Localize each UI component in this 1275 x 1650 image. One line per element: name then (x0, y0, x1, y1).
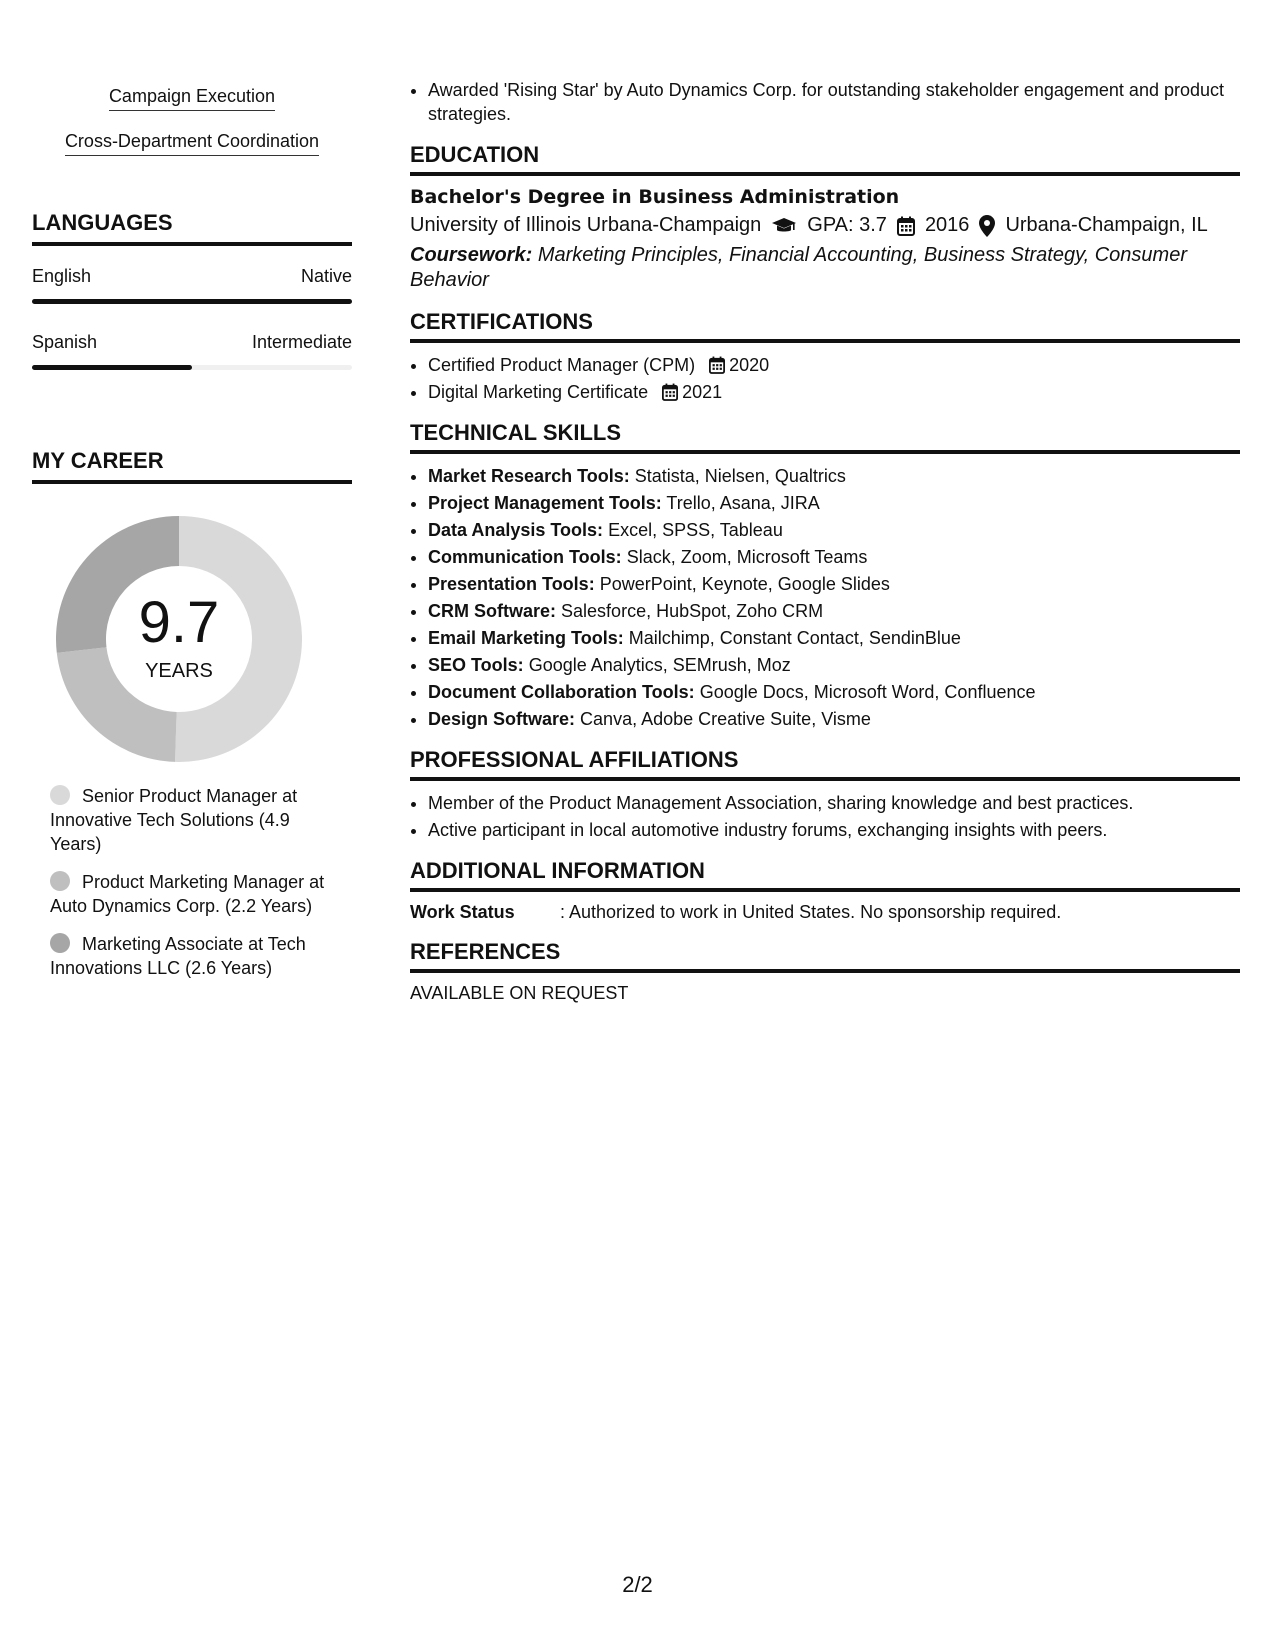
education-entry (410, 186, 1240, 293)
coursework (410, 243, 1240, 293)
skill-tag: Campaign Execution (109, 86, 275, 111)
affiliations-list (410, 791, 1240, 842)
skill-value: PowerPoint, Keynote, Google Slides (599, 574, 890, 594)
graduation-cap-icon (771, 217, 797, 235)
language-level: Native (300, 266, 352, 286)
skill-value: Canva, Adobe Creative Suite, Visme (580, 709, 871, 729)
languages-heading: LANGUAGES (32, 210, 352, 246)
language-name: English (32, 266, 92, 286)
school-location: Urbana-Champaign, IL (1005, 214, 1208, 236)
certification-item (428, 353, 1240, 377)
legend-label: Product Marketing Manager at Auto Dynamics Corp. (2.2 Years) (50, 872, 325, 916)
languages-section (32, 210, 352, 370)
skill-tags (32, 86, 352, 176)
skill-item (428, 599, 1240, 623)
career-heading: MY CAREER (32, 448, 352, 484)
degree-title: Bachelor's Degree in Business Administration (410, 186, 900, 208)
language-bar-track (32, 365, 352, 370)
skill-label: Presentation Tools: (428, 574, 595, 594)
page-number: 2/2 (622, 1572, 653, 1597)
calendar-icon (897, 216, 915, 236)
legend-label: Marketing Associate at Tech Innovations LLC (2.6 Years) (50, 934, 306, 978)
career-total-value: 9.7 (138, 590, 220, 655)
certification-year: 2021 (682, 382, 723, 402)
award-item: • Awarded 'Rising Star' by Auto Dynamics Corp. for outstanding stakeholder engagement and product strategies. (428, 78, 1240, 126)
legend-label: Senior Product Manager at Innovative Tech Solutions (4.9 Years) (50, 786, 298, 854)
skill-value: Slack, Zoom, Microsoft Teams (626, 547, 868, 567)
gpa: GPA: 3.7 (807, 214, 887, 236)
graduation-year: 2016 (924, 214, 970, 236)
location-pin-icon (979, 215, 995, 237)
skill-value: Google Docs, Microsoft Word, Confluence (699, 682, 1036, 702)
skill-item (428, 653, 1240, 677)
legend-dot (50, 933, 70, 953)
skill-label: Design Software: (428, 709, 576, 729)
education-meta (410, 214, 1240, 237)
language-level: Intermediate (251, 332, 352, 352)
additional-info-heading: ADDITIONAL INFORMATION (410, 858, 1240, 892)
skill-label: Email Marketing Tools: (428, 628, 624, 648)
language-item (32, 266, 352, 304)
skill-label: SEO Tools: (428, 655, 524, 675)
skill-label: Market Research Tools: (428, 466, 630, 486)
references-heading: REFERENCES (410, 939, 1240, 973)
certification-name: • Digital Marketing Certificate (428, 382, 649, 402)
award-list (410, 78, 1240, 126)
career-legend (50, 784, 330, 980)
certifications-heading: CERTIFICATIONS (410, 309, 1240, 343)
coursework-label: Coursework: (410, 244, 533, 266)
legend-item (50, 932, 330, 980)
skill-item (428, 707, 1240, 731)
technical-skills-list (410, 464, 1240, 731)
skill-value: Trello, Asana, JIRA (666, 493, 820, 513)
work-status-row (410, 902, 1240, 923)
skill-item (428, 572, 1240, 596)
career-section (32, 448, 352, 994)
language-bar-fill (32, 365, 192, 370)
language-item (32, 332, 352, 370)
legend-item (50, 784, 330, 856)
language-bar-fill (32, 299, 352, 304)
skill-label: CRM Software: (428, 601, 557, 621)
certification-year: 2020 (729, 355, 770, 375)
skill-label: Communication Tools: (428, 547, 622, 567)
calendar-icon (709, 356, 725, 374)
skill-value: Google Analytics, SEMrush, Moz (528, 655, 791, 675)
skill-tag: Cross-Department Coordination (65, 131, 319, 156)
references-text: AVAILABLE ON REQUEST (410, 983, 629, 1003)
education-heading: EDUCATION (410, 142, 1240, 176)
skill-item (428, 626, 1240, 650)
skill-label: Document Collaboration Tools: (428, 682, 695, 702)
legend-dot (50, 785, 70, 805)
skill-value: Mailchimp, Constant Contact, SendinBlue (628, 628, 961, 648)
skill-value: Salesforce, HubSpot, Zoho CRM (561, 601, 824, 621)
career-total-unit: YEARS (145, 660, 213, 682)
skill-label: Project Management Tools: (428, 493, 662, 513)
technical-skills-heading: TECHNICAL SKILLS (410, 420, 1240, 454)
career-donut-chart (56, 516, 302, 762)
skill-label: Data Analysis Tools: (428, 520, 604, 540)
legend-item (50, 870, 330, 918)
work-status-label: Work Status (410, 902, 515, 922)
skill-item (428, 680, 1240, 704)
affiliations-heading: PROFESSIONAL AFFILIATIONS (410, 747, 1240, 781)
affiliation-item: • Active participant in local automotive industry forums, exchanging insights with peers. (428, 818, 1240, 842)
skill-value: Excel, SPSS, Tableau (608, 520, 783, 540)
certification-item (428, 380, 1240, 404)
skill-value: Statista, Nielsen, Qualtrics (634, 466, 846, 486)
certification-name: • Certified Product Manager (CPM) (428, 355, 696, 375)
language-name: Spanish (32, 332, 98, 352)
affiliation-item: • Member of the Product Management Association, sharing knowledge and best practices. (428, 791, 1240, 815)
work-status-value: : Authorized to work in United States. No sponsorship required. (560, 902, 1062, 922)
skill-item (428, 464, 1240, 488)
certification-list (410, 353, 1240, 404)
school-name: University of Illinois Urbana-Champaign (410, 214, 762, 236)
skill-item (428, 545, 1240, 569)
calendar-icon (662, 383, 678, 401)
coursework-list: Marketing Principles, Financial Accounting, Business Strategy, Consumer Behavior (410, 244, 1187, 291)
language-bar-track (32, 299, 352, 304)
skill-item (428, 491, 1240, 515)
skill-item (428, 518, 1240, 542)
legend-dot (50, 871, 70, 891)
main-content (410, 78, 1240, 1004)
